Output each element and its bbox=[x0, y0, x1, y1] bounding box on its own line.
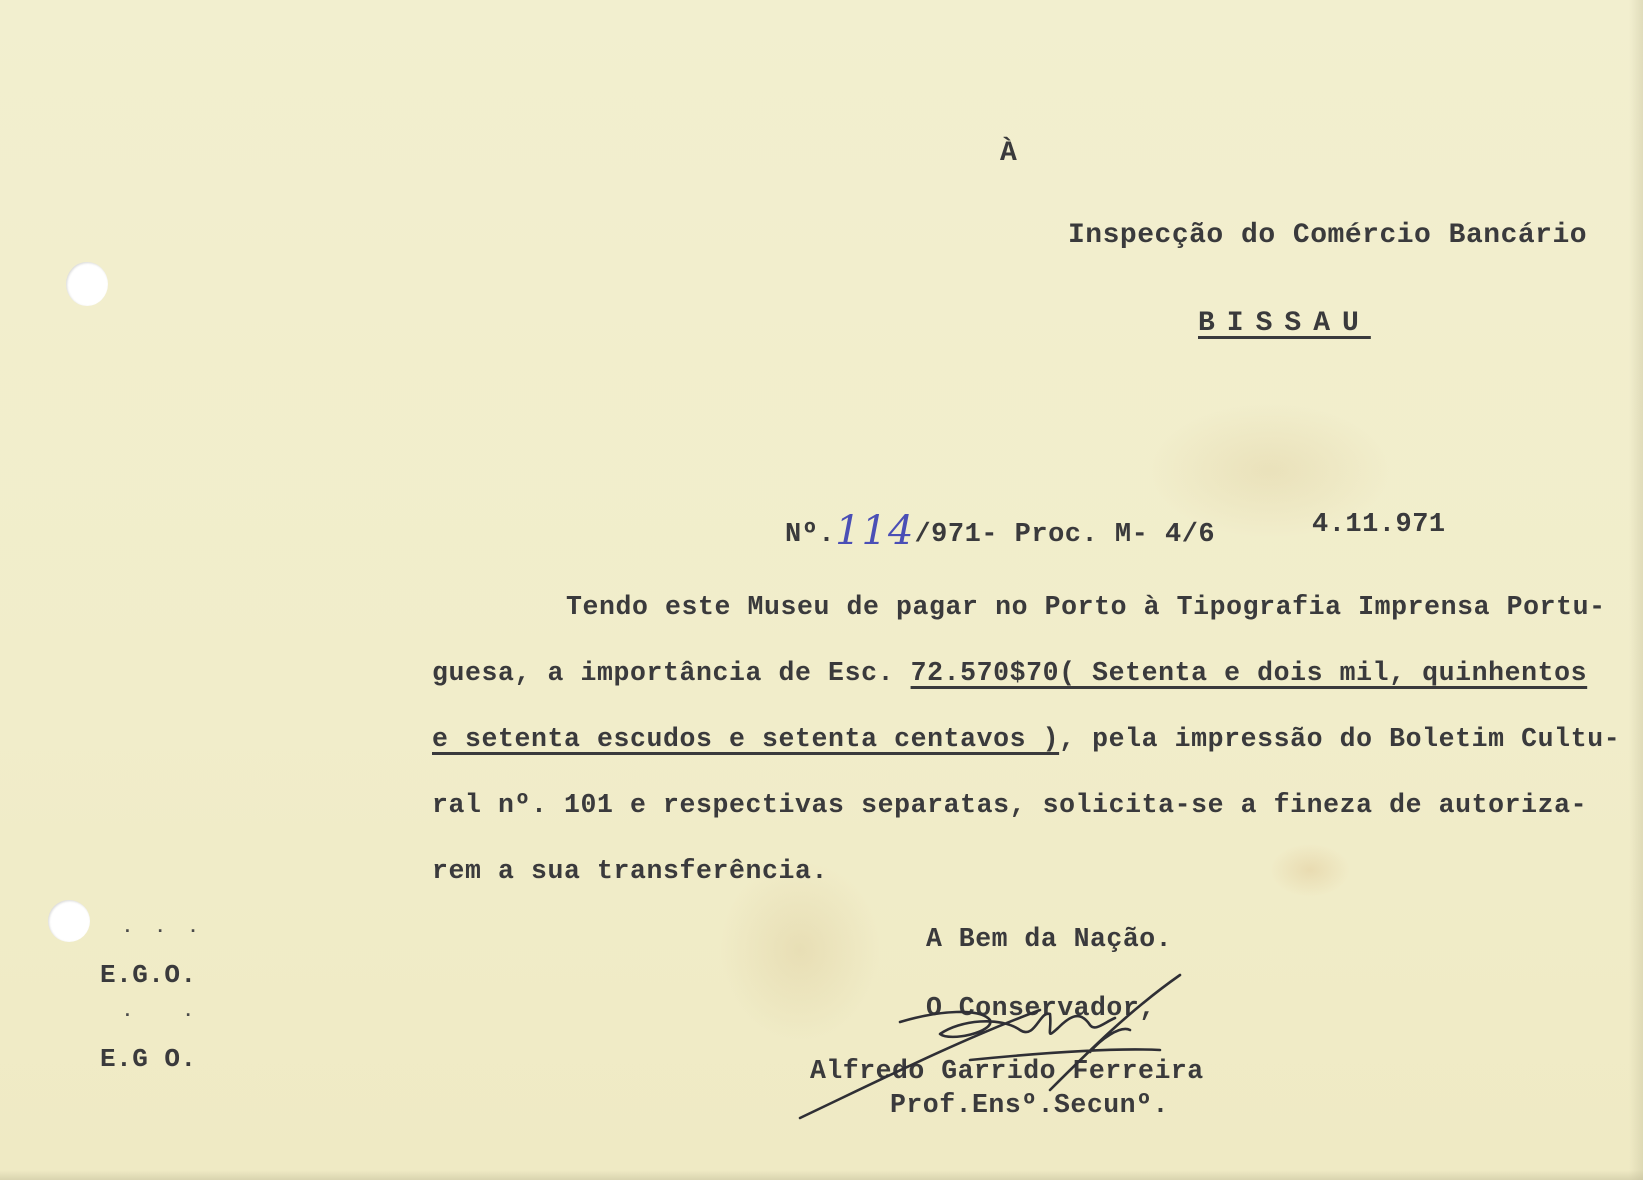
punch-hole-top bbox=[66, 262, 108, 306]
margin-code-1: E.G.O. bbox=[100, 960, 197, 990]
body-line-1: Tendo este Museu de pagar no Porto à Tipografia Imprensa Portu- bbox=[566, 592, 1606, 622]
margin-dots-top: ... bbox=[122, 918, 221, 938]
body-line-3 bbox=[432, 724, 1620, 754]
signatory-role: O Conservador, bbox=[926, 993, 1156, 1023]
reference-prefix: Nº. bbox=[785, 520, 836, 550]
addressee-prefix: À bbox=[1000, 138, 1018, 169]
paper-edge-bottom bbox=[0, 1170, 1643, 1180]
reference-line bbox=[785, 505, 1216, 554]
margin-dots-mid: .. bbox=[122, 1002, 244, 1022]
handwritten-signature-icon bbox=[790, 970, 1230, 1130]
amount-underlined: 72.570$70( Setenta e dois mil, quinhentos bbox=[910, 658, 1588, 688]
paper-edge-right bbox=[1629, 0, 1643, 1180]
body-line-2-text: guesa, a importância de Esc. bbox=[432, 658, 911, 688]
signature-stroke bbox=[800, 975, 1180, 1118]
handwritten-reference-number: 114 bbox=[835, 508, 915, 554]
amount-words-underlined: e setenta escudos e setenta centavos ) bbox=[432, 724, 1060, 754]
addressee-name: Inspecção do Comércio Bancário bbox=[1068, 220, 1588, 251]
closing-salutation: A Bem da Nação. bbox=[926, 924, 1173, 954]
body-line-3-text: , pela impressão do Boletim Cultu- bbox=[1059, 724, 1621, 754]
document-date: 4.11.971 bbox=[1312, 510, 1446, 540]
margin-code-2: E.G O. bbox=[100, 1044, 197, 1074]
body-line-5: rem a sua transferência. bbox=[432, 856, 829, 886]
signatory-name: Alfredo Garrido Ferreira bbox=[810, 1056, 1204, 1086]
body-line-4: ral nº. 101 e respectivas separatas, solicita-se a fineza de autoriza- bbox=[432, 790, 1588, 820]
reference-process: /971- Proc. M- 4/6 bbox=[914, 520, 1216, 550]
addressee-city: BISSAU bbox=[1198, 308, 1371, 339]
body-line-2 bbox=[432, 658, 1587, 688]
signatory-title: Prof.Ensº.Secunº. bbox=[890, 1090, 1169, 1120]
punch-hole-bottom bbox=[48, 900, 90, 942]
